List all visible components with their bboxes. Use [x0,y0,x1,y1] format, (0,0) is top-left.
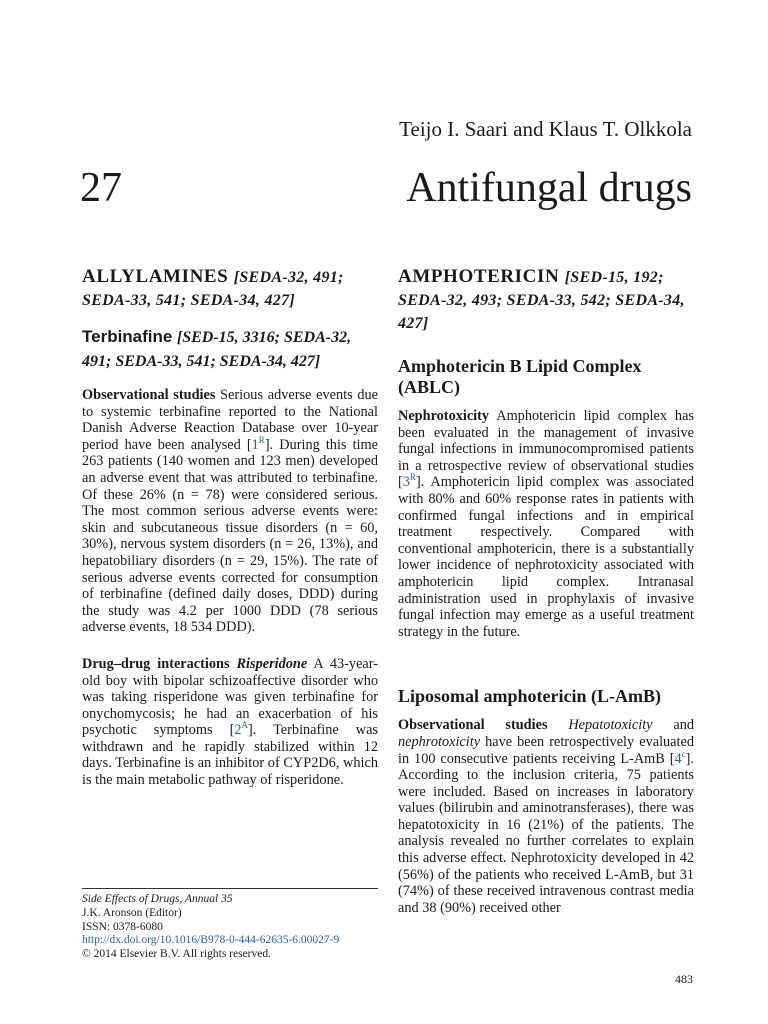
section-ref: [SEDA-32, 491; SEDA-33, 541; SEDA-34, 427] [82,269,344,309]
doi-link[interactable]: http://dx.doi.org/10.1016/B978-0-444-62635-6.00027-9 [82,934,340,947]
issn-line: ISSN: 0378-6080 [82,920,163,933]
italic-term: Hepatotoxicity [568,717,653,734]
editor-line: J.K. Aronson (Editor) [82,906,182,919]
citation-link-3[interactable]: $3^R$ [402,472,416,491]
runin-heading: Nephrotoxicity [398,408,490,424]
citation-link-4[interactable]: 4$^c$ [674,748,686,767]
paragraph-text: A 43-year-old boy with bipolar schizoaffective disorder who was taking risperidone was given terbinafine for onychomycosis; he had an exacerbation of his psychotic symptoms [ [82,655,379,739]
copyright-line: © 2014 Elsevier B.V. All rights reserved. [82,948,271,961]
right-column [398,266,694,916]
drug-ref: [SED-15, 3316; SEDA-32, 491; SEDA-33, 541; SEDA-34, 427] [82,329,352,370]
italic-term: nephrotoxicity [398,733,481,750]
page-number: 483 [675,972,693,986]
section-name: ALLYLAMINES [82,266,229,287]
paragraph-text: ]. Terbinafine was withdrawn and he rapidly stabilized within 12 days. Terbinafine is an inhibitor of CYP2D6, which is the main metabolic pathway of risperidone. [82,722,378,789]
subheading-lamb: Liposomal amphotericin (L-AmB) [398,686,661,707]
subheading-ablc: Amphotericin B Lipid Complex (ABLC) [398,356,642,397]
paragraph-text: have been retrospectively evaluated in 100 consecutive patients receiving L-AmB [ [398,733,694,767]
citation-link-1[interactable]: $1^R$ [251,435,265,453]
drug-heading-terbinafine [82,325,378,373]
paragraph-text: ]. According to the inclusion criteria, 75 patients were included. Based on increases in laboratory values (bilirubin and aminotransferases), there was hepatotoxicity in 16 (21%) of the patients. The analysis revealed no further correlates to explain this adverse effect. Nephrotoxicity developed in 42 (56%) of the patients who received L-AmB, but 31 (74%) of these received intravenous contrast media and 38 (90%) received other [398,750,694,916]
nephrotoxicity-paragraph [398,408,694,640]
paragraph-text: ]. During this time 263 patients (140 women and 123 men) developed an adverse event that was attributed to terbinafine. Of these 26% (n = 78) were considered serious. The most common serious adverse events were: skin and subcutaneous tissue disorders (n = 60, 30%), nervous system disorders (n = 26, 13%), and hepatobiliary disorders (n = 29, 15%). The rate of serious adverse events corrected for consumption of terbinafine (defined daily doses, DDD) during the study was 4.2 per 1000 DDD (78 serious adverse events, 18 534 DDD). [82,436,378,636]
section-name: AMPHOTERICIN [398,266,560,287]
footnote [82,888,378,962]
drug-name-italic: Risperidone [236,655,308,672]
authors: Teijo I. Saari and Klaus T. Olkkola [399,117,692,141]
section-heading-amphotericin [398,266,694,335]
left-column [82,266,378,789]
runin-heading: Observational studies [82,387,216,403]
lamb-paragraph: Observational studies Hepatotoxicity and nephrotoxicity have been retrospectively evaluated in 100 consecutive patients receiving L-AmB [4$^c$]. According to the inclusion criteria, 75 patients were included. Based on increases in laboratory values (bilirubin and aminotransferases), there was hepatotoxicity in 16 (21%) of the patients. The analysis revealed no further correlates to explain this adverse effect. Nephrotoxicity developed in 42 (56%) of the patients who received L-AmB, but 31 (74%) of these received intravenous contrast media and 38 (90%) received other [398,717,695,916]
paragraph-text: Amphotericin lipid complex has been evaluated in the management of invasive fungal infections in immunocompromised patients in a retrospective review of observational studies [ [398,408,694,491]
drug-name: Terbinafine [82,327,173,346]
drug-interactions-paragraph [82,656,378,789]
observational-studies-paragraph [82,387,378,636]
runin-heading: Observational studies [398,717,548,734]
section-ref: [SED-15, 192; SEDA-32, 493; SEDA-33, 542; SEDA-34, 427] [398,269,685,332]
section-heading-allylamines [82,266,378,312]
journal-name: Side Effects of Drugs, Annual 35 [82,893,233,905]
citation-link-2[interactable]: $2^A$ [234,720,248,739]
paragraph-text: Serious adverse events due to systemic terbinafine reported to the National Danish Adverse Reaction Database over 10-year period have been analysed [ [82,387,378,453]
chapter-number: 27 [80,165,122,211]
runin-heading: Drug–drug interactions [82,655,230,672]
paragraph-text: ]. Amphotericin lipid complex was associated with 80% and 60% response rates in patients with confirmed fungal infections and in empirical treatment respectively. Compared with conventional amphotericin, there is a substantially lower incidence of nephrotoxicity associated with amphotericin lipid complex. Intranasal administration used in prophylaxis of invasive fungal infection may emerge as a useful treatment strategy in the future. [398,474,694,640]
chapter-title: Antifungal drugs [406,165,692,211]
